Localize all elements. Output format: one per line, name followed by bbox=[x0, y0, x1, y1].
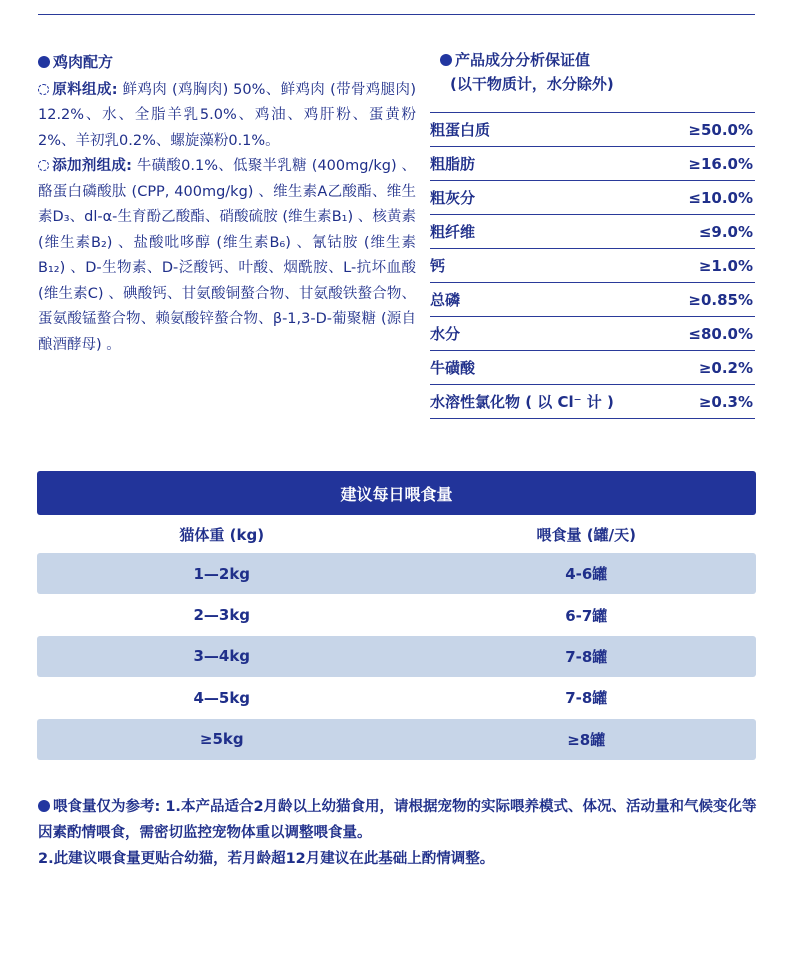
feeding-row bbox=[37, 594, 756, 635]
ring-bullet-icon bbox=[38, 84, 49, 95]
nutrient-value: ≤10.0% bbox=[688, 188, 753, 207]
bullet-dot-icon bbox=[38, 56, 50, 68]
amount-cell: 7-8罐 bbox=[565, 689, 608, 708]
weight-cell: 3—4kg bbox=[193, 647, 251, 666]
analysis-row bbox=[430, 351, 755, 385]
nutrient-value: ≥0.2% bbox=[698, 358, 753, 377]
analysis-title: 产品成分分析保证值 bbox=[455, 51, 591, 69]
analysis-heading bbox=[430, 48, 755, 72]
nutrient-value: ≤9.0% bbox=[698, 222, 753, 241]
analysis-row bbox=[430, 147, 755, 181]
raw-ingredients bbox=[38, 78, 416, 155]
amount-column-header: 喂食量 (罐/天) bbox=[536, 525, 636, 544]
feeding-row bbox=[37, 677, 756, 718]
amount-cell: ≥8罐 bbox=[567, 730, 606, 749]
additive-ingredients bbox=[38, 154, 416, 358]
note-line-1 bbox=[38, 794, 758, 846]
weight-cell: 2—3kg bbox=[193, 606, 251, 625]
analysis-row bbox=[430, 317, 755, 351]
nutrient-name: 牛磺酸 bbox=[430, 359, 476, 377]
nutrient-name: 水分 bbox=[430, 325, 461, 343]
analysis-row bbox=[430, 249, 755, 283]
analysis-row bbox=[430, 283, 755, 317]
feeding-notes bbox=[38, 794, 758, 872]
feeding-row bbox=[37, 719, 756, 760]
nutrient-value: ≥0.3% bbox=[698, 392, 753, 411]
bullet-dot-icon bbox=[440, 54, 452, 66]
feeding-row bbox=[37, 636, 756, 677]
weight-column-header: 猫体重 (kg) bbox=[179, 525, 265, 544]
bullet-dot-icon bbox=[38, 800, 50, 812]
additive-text: 牛磺酸0.1%、低聚半乳糖 (400mg/kg) 、酪蛋白磷酸肽 (CPP, 400mg/kg) 、维生素A乙酸酯、维生素D₃、dl-α-生育酚乙酸酯、硝酸硫胺 (维生素B₁) 、核黄素 (维生素B₂) 、盐酸吡哆醇 (维生素B₆) 、氰钴胺 (维生素B₁₂) 、D-生物素、D-泛酸钙、叶酸、烟酰胺、L-抗坏血酸 (维生素C) 、碘酸钙、甘氨酸铜螯合物、甘氨酸铁螯合物、蛋氨酸锰螯合物、赖氨酸锌螯合物、β-1,3-D-葡聚糖 (源自酿酒酵母) 。 bbox=[38, 158, 416, 353]
nutrient-name: 粗纤维 bbox=[430, 223, 476, 241]
amount-cell: 6-7罐 bbox=[565, 606, 608, 625]
feeding-title: 建议每日喂食量 bbox=[37, 471, 756, 515]
nutrient-value: ≥16.0% bbox=[688, 154, 753, 173]
amount-cell: 7-8罐 bbox=[565, 647, 608, 666]
nutrient-name: 水溶性氯化物 ( 以 Cl⁻ 计 ) bbox=[430, 393, 614, 411]
additive-label: 添加剂组成: bbox=[52, 158, 132, 174]
nutrient-value: ≤80.0% bbox=[688, 324, 753, 343]
analysis-subtitle: (以干物质计，水分除外) bbox=[450, 75, 614, 93]
top-divider bbox=[38, 14, 755, 15]
note-text-1: 喂食量仅为参考: 1.本产品适合2月龄以上幼猫食用，请根据宠物的实际喂养模式、体况、活动量和气候变化等因素酌情喂食，需密切监控宠物体重以调整喂食量。 bbox=[38, 799, 757, 841]
nutrient-value: ≥0.85% bbox=[688, 290, 753, 309]
weight-cell: 4—5kg bbox=[193, 688, 251, 707]
note-line-2: 2.此建议喂食量更贴合幼猫，若月龄超12月建议在此基础上酌情调整。 bbox=[38, 851, 495, 867]
feeding-table bbox=[37, 471, 756, 760]
raw-text: 鲜鸡肉 (鸡胸肉) 50%、鲜鸡肉 (带骨鸡腿肉) 12.2%、水、全脂羊乳5.0%、鸡油、鸡肝粉、蛋黄粉2%、羊初乳0.2%、螺旋藻粉0.1%。 bbox=[38, 81, 417, 149]
analysis-row bbox=[430, 113, 755, 147]
nutrient-value: ≥1.0% bbox=[698, 256, 753, 275]
nutrient-name: 粗蛋白质 bbox=[430, 121, 491, 139]
feeding-row bbox=[37, 553, 756, 594]
amount-cell: 4-6罐 bbox=[565, 565, 608, 584]
raw-label: 原料组成: bbox=[52, 81, 118, 98]
nutrient-name: 粗脂肪 bbox=[430, 155, 476, 173]
nutrient-name: 粗灰分 bbox=[430, 189, 476, 207]
formula-title: 鸡肉配方 bbox=[53, 53, 114, 71]
analysis-row bbox=[430, 385, 755, 419]
weight-cell: ≥5kg bbox=[199, 730, 244, 749]
analysis-section bbox=[430, 48, 755, 419]
nutrient-name: 总磷 bbox=[430, 291, 461, 309]
formula-section bbox=[38, 50, 416, 358]
weight-cell: 1—2kg bbox=[193, 564, 251, 583]
ring-bullet-icon bbox=[38, 160, 49, 171]
nutrient-name: 钙 bbox=[430, 257, 446, 275]
analysis-row bbox=[430, 181, 755, 215]
analysis-row bbox=[430, 215, 755, 249]
nutrient-value: ≥50.0% bbox=[688, 120, 753, 139]
analysis-table bbox=[430, 112, 755, 419]
feeding-header-row bbox=[37, 515, 756, 553]
formula-heading bbox=[38, 50, 416, 76]
